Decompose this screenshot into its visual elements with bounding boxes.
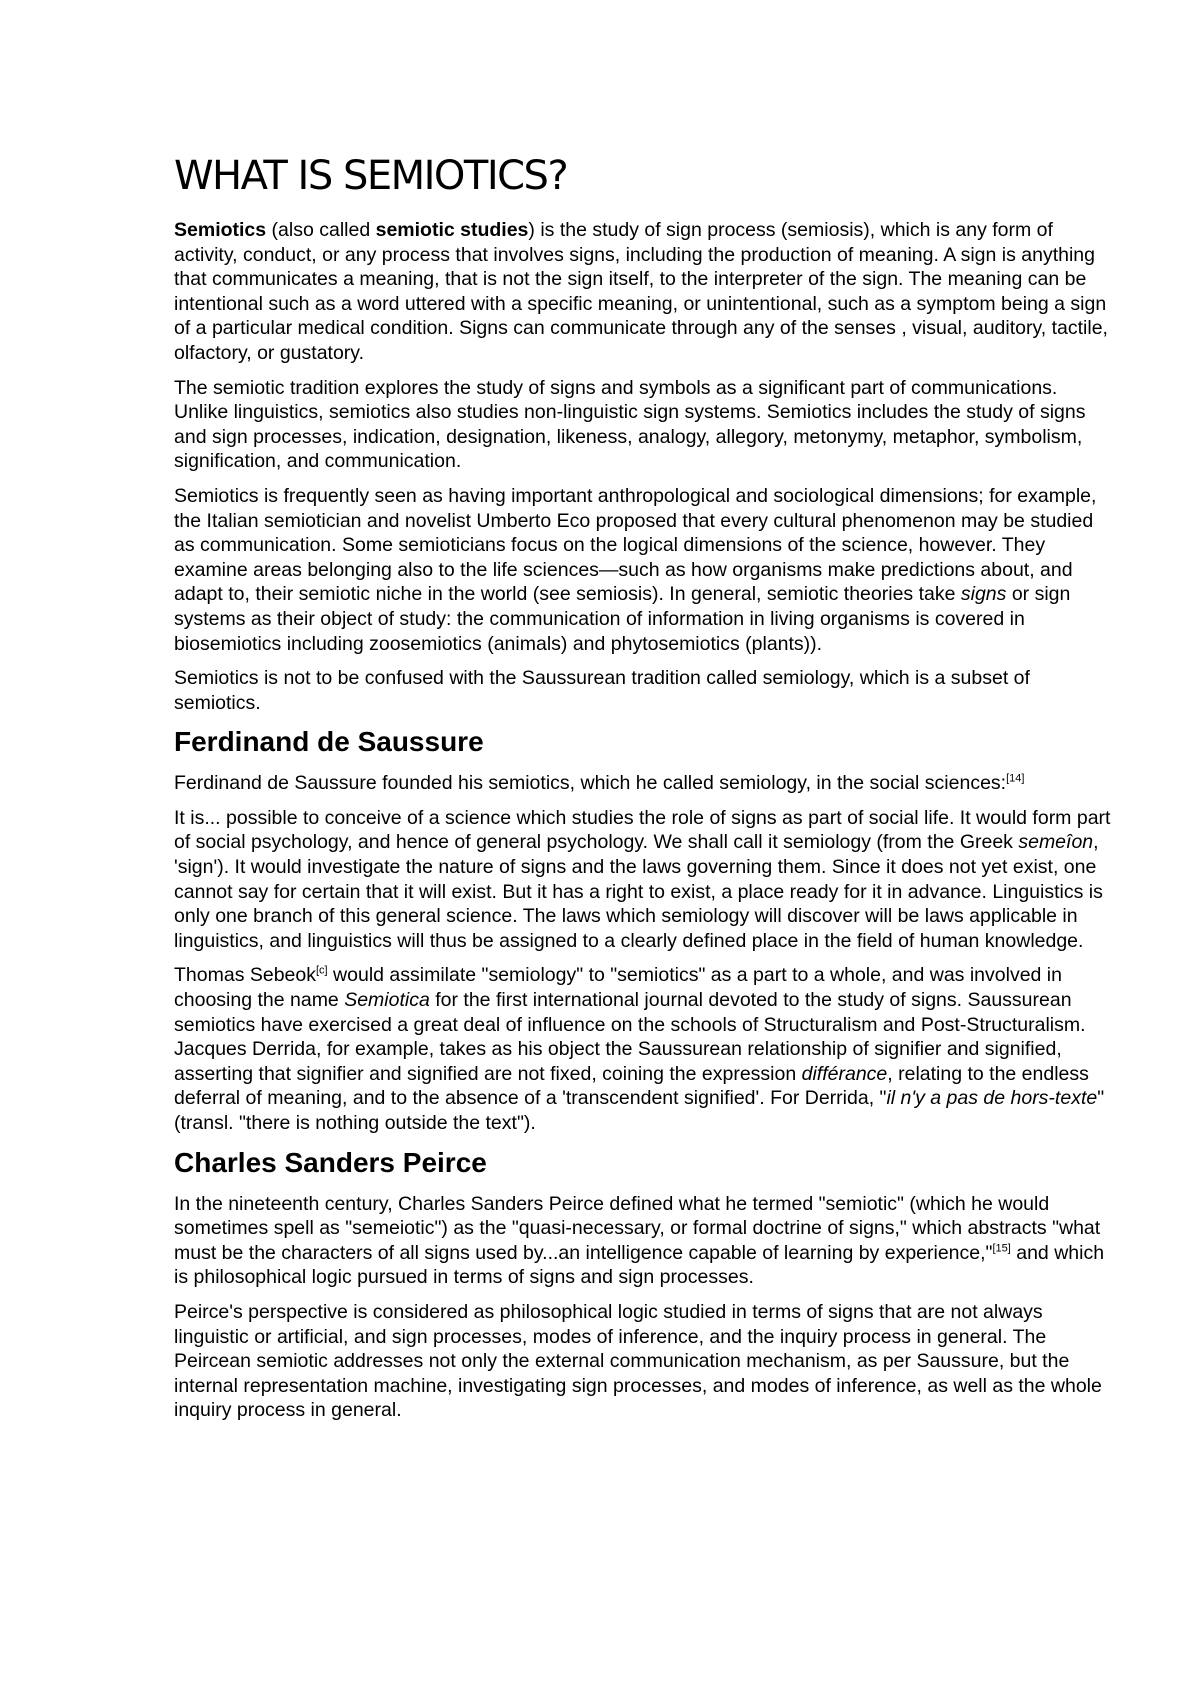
text-span: ) is the study of sign process (semiosis), which is any form of activity, conduct, or any process that involves signs, including the production of meaning. A sign is anything that communicates a meaning, that is not the sign itself, to the interpreter of the sign. The meaning can be intentional such as a word uttered with a specific meaning, or unintentional, such as a symptom being a sign of a particular medical condition. Signs can communicate through any of the senses , visual, auditory, tactile, olfactory, or gustatory. — [174, 219, 1108, 364]
emphasis-signs: signs — [960, 583, 1007, 606]
intro-paragraph-4: Semiotics is not to be confused with the Saussurean tradition called semiology, which is a subset of semiotics. — [174, 667, 1030, 714]
intro-paragraph-2: The semiotic tradition explores the study of signs and symbols as a significant part of communications. Unlike linguistics, semiotics also studies non-linguistic sign systems. Semiotics includes the study of signs and sign processes, indication, designation, likeness, analogy, allegory, metonymy, metaphor, symbolism, signification, and communication. — [174, 376, 1086, 473]
peirce-heading: Charles Sanders Peirce — [174, 1146, 487, 1178]
text-span: In the nineteenth century, Charles Sanders Peirce defined what he termed "semiotic" (which he would sometimes spell as "semeiotic") as the "quasi-necessary, or formal doctrine of signs," which abstracts "what must be the characters of all signs used by...an intelligence capable of learning by experience," — [174, 1192, 1101, 1264]
saussure-quote-paragraph — [174, 806, 1114, 954]
emphasis-hors-texte: il n'y a pas de hors-texte — [886, 1087, 1098, 1110]
intro-paragraph-1 — [174, 218, 1114, 366]
peirce-paragraph-2: Peirce's perspective is considered as philosophical logic studied in terms of signs that are not always linguistic or artificial, and sign processes, modes of inference, and the inquiry process in general. The Peircean semiotic addresses not only the external communication mechanism, as per Saussure, but the internal representation machine, investigating sign processes, and modes of inference, as well as the whole inquiry process in general. — [174, 1300, 1102, 1422]
text-span: , relating to the endless deferral of meaning, and to the absence of a 'transcendent signified'. For Derrida, " — [174, 1062, 1089, 1110]
text-span: would assimilate "semiology" to "semiotics" as a part to a whole, and was involved in choosing the name — [174, 964, 1062, 1012]
text-span: for the first international journal devoted to the study of signs. Saussurean semiotics have exercised a great deal of influence on the schools of Structuralism and Post-Structuralism. Jacques Derrida, for example, takes as his object the Saussurean relationship of signifier and signified, asserting that signifier and signified are not fixed, coining the expression — [174, 989, 1086, 1085]
page-title: WHAT IS SEMIOTICS? — [174, 153, 568, 199]
citation-ref-15[interactable]: [15] — [992, 1242, 1011, 1255]
text-span: Semiotics is frequently seen as having important anthropological and sociological dimensions; for example, the Italian semiotician and novelist Umberto Eco proposed that every cultural phenomenon may be studied as communication. Some semioticians focus on the logical dimensions of the science, however. They examine areas belonging also to the life sciences—such as how organisms make predictions about, and adapt to, their semiotic niche in the world (see semiosis). In general, semiotic theories take — [174, 484, 1097, 606]
intro-paragraph-3 — [174, 484, 1114, 656]
text-span: Ferdinand de Saussure founded his semiotics, which he called semiology, in the social sciences: — [174, 772, 1007, 795]
text-span: and which is philosophical logic pursued in terms of signs and sign processes. — [174, 1241, 1105, 1289]
saussure-heading: Ferdinand de Saussure — [174, 726, 484, 758]
term-semiotic-studies: semiotic studies — [375, 219, 529, 241]
emphasis-differance: différance — [801, 1062, 888, 1085]
emphasis-semiotica: Semiotica — [344, 989, 430, 1012]
saussure-paragraph-1 — [174, 771, 1114, 796]
text-span: Thomas Sebeok — [174, 964, 316, 987]
citation-ref-c[interactable]: [c] — [316, 964, 328, 977]
citation-ref-14[interactable]: [14] — [1006, 772, 1025, 785]
text-span: " (transl. "there is nothing outside the text"). — [174, 1087, 1105, 1134]
document-page — [174, 152, 1114, 1433]
text-span: (also called — [266, 219, 376, 241]
saussure-paragraph-3 — [174, 963, 1114, 1135]
text-span: , 'sign'). It would investigate the nature of signs and the laws governing them. Since it does not yet exist, one cannot say for certain that it will exist. But it has a right to exist, a place ready for it in advance. Linguistics is only one branch of this general science. The laws which semiology will discover will be laws applicable in linguistics, and linguistics will thus be assigned to a clearly defined place in the field of human knowledge. — [174, 831, 1103, 952]
emphasis-semeion: semeîon — [1018, 831, 1094, 854]
text-span: It is... possible to conceive of a science which studies the role of signs as part of social life. It would form part of social psychology, and hence of general psychology. We shall call it semiology (from the Greek — [174, 806, 1111, 854]
term-semiotics: Semiotics — [174, 219, 267, 241]
text-span: or sign systems as their object of study: the communication of information in living organisms is covered in biosemiotics including zoosemiotics (animals) and phytosemiotics (plants)). — [174, 583, 1071, 655]
peirce-paragraph-1 — [174, 1192, 1114, 1290]
